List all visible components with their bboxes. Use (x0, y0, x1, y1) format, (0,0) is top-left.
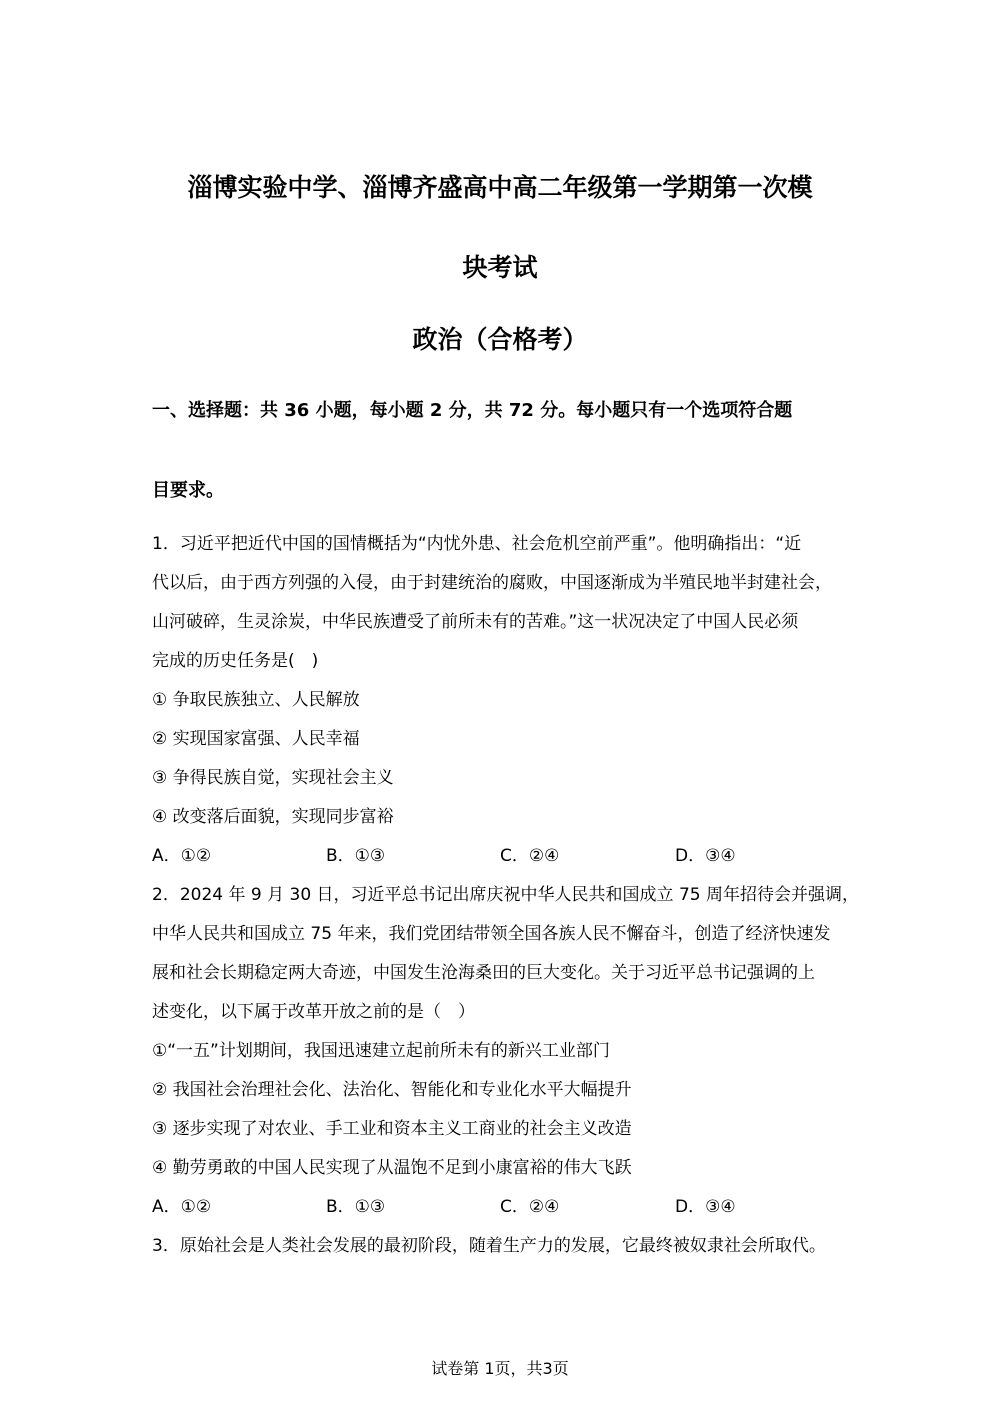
question-2-statement: ③ 逐步实现了对农业、手工业和资本主义工商业的社会主义改造 (152, 1119, 632, 1139)
question-2-statement: ①“一五”计划期间，我国迅速建立起前所未有的新兴工业部门 (152, 1041, 610, 1061)
question-1-statement: ② 实现国家富强、人民幸福 (152, 729, 360, 749)
question-2-option-a: A．①② (152, 1197, 212, 1217)
question-1-statement: ③ 争得民族自觉，实现社会主义 (152, 768, 394, 788)
section-heading-line1: 一、选择题：共 36 小题，每小题 2 分，共 72 分。每小题只有一个选项符合题 (152, 400, 793, 421)
question-1-stem-line: 代以后，由于西方列强的入侵，由于封建统治的腐败，中国逐渐成为半殖民地半封建社会， (152, 573, 832, 593)
question-2-option-d: D．③④ (675, 1197, 736, 1217)
question-2-stem-line: 中华人民共和国成立 75 年来，我们党团结带领全国各族人民不懈奋斗，创造了经济快速发 (152, 924, 831, 944)
question-1-stem-line: 1．习近平把近代中国的国情概括为“内忧外患、社会危机空前严重”。他明确指出：“近 (152, 534, 802, 554)
question-2-option-b: B．①③ (326, 1197, 386, 1217)
question-1-option-a: A．①② (152, 846, 212, 866)
question-1-option-d: D．③④ (675, 846, 736, 866)
page-number-footer: 试卷第 1页，共3页 (431, 1359, 569, 1378)
question-1-statement: ① 争取民族独立、人民解放 (152, 690, 360, 710)
question-2-stem-line: 2．2024 年 9 月 30 日，习近平总书记出席庆祝中华人民共和国成立 75 周年招待会并强调， (152, 885, 859, 905)
question-1-option-c: C．②④ (500, 846, 560, 866)
question-1-stem-line: 完成的历史任务是( ) (152, 651, 319, 671)
question-1-stem-line: 山河破碎，生灵涂炭，中华民族遭受了前所未有的苦难。”这一状况决定了中国人民必须 (152, 612, 799, 632)
question-2-stem-line: 展和社会长期稳定两大奇迹，中国发生沧海桑田的巨大变化。关于习近平总书记强调的上 (152, 963, 815, 983)
exam-title-line2: 块考试 (462, 253, 538, 282)
question-1-statement: ④ 改变落后面貌，实现同步富裕 (152, 807, 394, 827)
question-2-option-c: C．②④ (500, 1197, 560, 1217)
section-heading-line2: 目要求。 (152, 480, 224, 501)
question-2-statement: ④ 勤劳勇敢的中国人民实现了从温饱不足到小康富裕的伟大飞跃 (152, 1158, 632, 1178)
question-1-option-b: B．①③ (326, 846, 386, 866)
exam-title-line1: 淄博实验中学、淄博齐盛高中高二年级第一学期第一次模 (187, 173, 813, 202)
question-2-statement: ② 我国社会治理社会化、法治化、智能化和专业化水平大幅提升 (152, 1080, 632, 1100)
exam-subject: 政治（合格考） (412, 325, 588, 354)
question-3-stem-line: 3．原始社会是人类社会发展的最初阶段，随着生产力的发展，它最终被奴隶社会所取代。 (152, 1236, 826, 1256)
question-2-stem-line: 述变化，以下属于改革开放之前的是（ ） (152, 1002, 475, 1022)
